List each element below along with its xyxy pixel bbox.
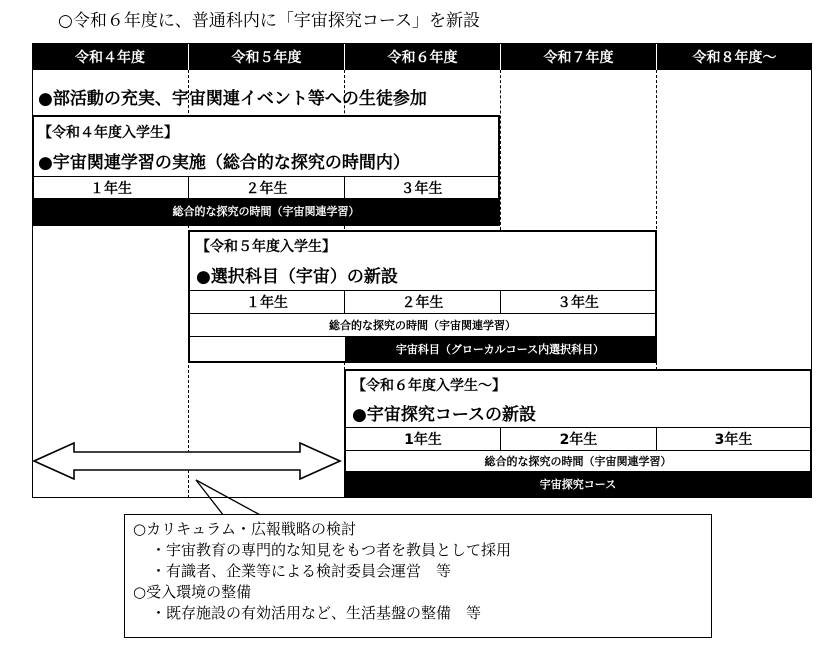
double-arrow-shape (34, 443, 340, 479)
grade-cell: ３年生 (501, 290, 655, 313)
cohort-r4-label: 【令和４年度入学生】 (38, 125, 178, 141)
year-header-r8: 令和８年度～ (657, 43, 812, 70)
year-header-r4: 令和４年度 (32, 43, 188, 70)
cohort-r4-bar: 総合的な探究の時間（宇宙関連学習） (34, 198, 498, 224)
cohort-r6-bar: 総合的な探究の時間（宇宙関連学習） (346, 450, 810, 472)
callout-pointer (196, 480, 224, 516)
note-line: ○カリキュラム・広報戦略の検討 (133, 520, 356, 538)
year-header-r7: 令和７年度 (501, 43, 656, 70)
grade-cell: ３年生 (345, 176, 498, 198)
grade-cell: ２年生 (345, 290, 501, 313)
note-line: ○受入環境の整備 (133, 583, 252, 601)
grade-cell: 2年生 (501, 427, 657, 450)
callout-pointer (196, 480, 262, 516)
note-line: ・既存施設の有効活用など、生活基盤の整備 等 (151, 604, 482, 622)
notes-box (124, 514, 712, 638)
grade-cell: 3年生 (657, 427, 810, 450)
cohort-r6-label: 【令和６年度入学生～】 (352, 378, 506, 394)
cohort-r4-title: ●宇宙関連学習の実施（総合的な探究の時間内） (38, 153, 410, 173)
grade-cell: １年生 (34, 176, 189, 198)
cohort-r5-bar2: 宇宙科目（グローカルコース内選択科目） (345, 337, 655, 361)
club-activities-text: ●部活動の充実、宇宙関連イベント等への生徒参加 (38, 89, 427, 109)
note-line: ・宇宙教育の専門的な知見をもつ者を教員として採用 (151, 541, 512, 559)
grade-cell: 1年生 (346, 427, 501, 450)
cohort-r6-title: ●宇宙探究コースの新設 (352, 405, 536, 425)
year-header-r6: 令和６年度 (345, 43, 500, 70)
grade-cell: ２年生 (189, 176, 345, 198)
grade-cell: １年生 (190, 290, 345, 313)
cohort-r5-title: ●選択科目（宇宙）の新設 (196, 267, 398, 287)
note-line: ・有識者、企業等による検討委員会運営 等 (151, 562, 452, 580)
page-title: ○令和６年度に、普通科内に「宇宙探究コース」を新設 (58, 11, 480, 31)
cohort-r5-bar: 総合的な探究の時間（宇宙関連学習） (190, 313, 655, 337)
year-header-r5: 令和５年度 (189, 43, 344, 70)
cohort-r5-label: 【令和５年度入学生】 (196, 239, 336, 255)
cohort-r6-bar2: 宇宙探究コース (346, 472, 810, 496)
